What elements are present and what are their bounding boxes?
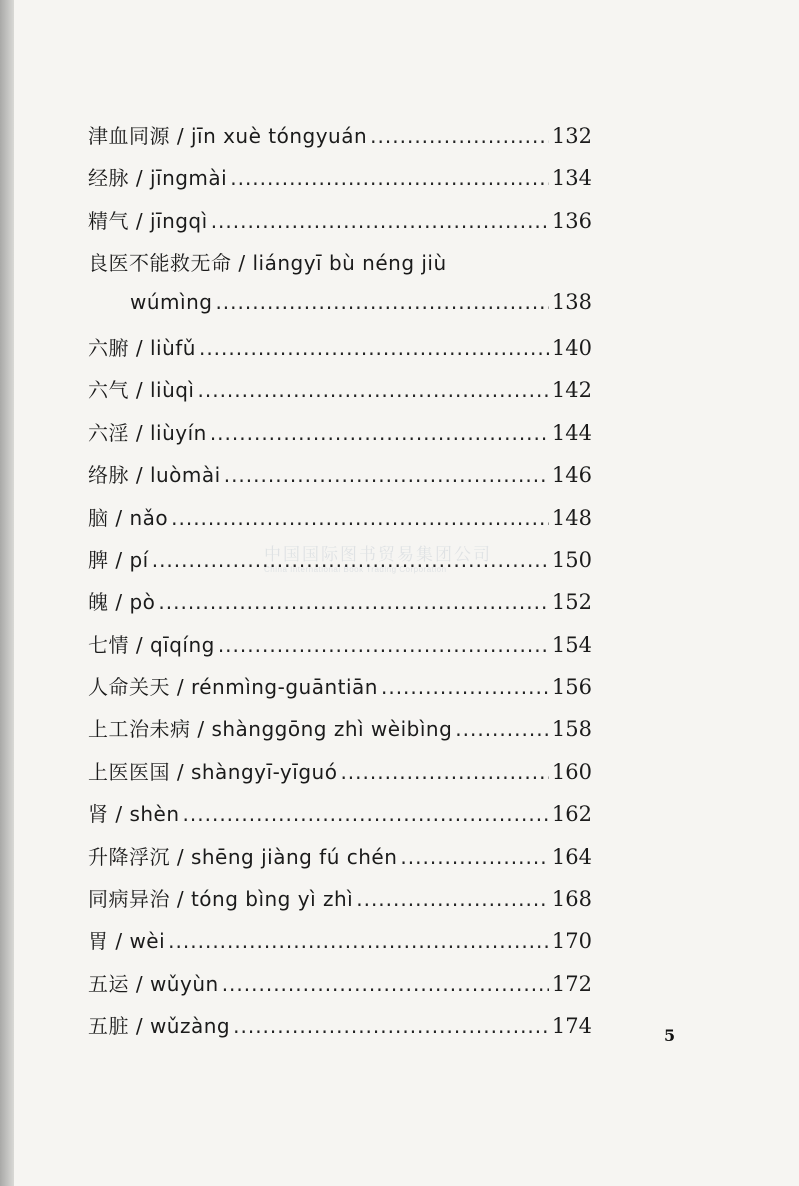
watermark-main-text: 中国国际图书贸易集团公司 [264, 545, 492, 564]
toc-entry [88, 502, 592, 544]
leader-dots [215, 290, 548, 314]
toc-entry-term: 肾 / shèn [88, 802, 180, 827]
toc-entry [88, 332, 592, 374]
toc-entry-page: 164 [551, 844, 592, 869]
leader-dots [222, 972, 549, 996]
toc-entry-page: 134 [551, 166, 592, 191]
toc-entry-page: 136 [551, 208, 592, 233]
leader-dots [224, 463, 549, 487]
toc-entry-page: 160 [551, 759, 592, 784]
toc-entry [88, 756, 592, 798]
toc-entry-page: 174 [551, 1014, 592, 1039]
toc-entry-page: 158 [551, 717, 592, 742]
toc-entry-page: 144 [551, 420, 592, 445]
toc-entry [88, 968, 592, 1010]
leader-dots [400, 845, 549, 869]
leader-dots [198, 378, 549, 402]
page-edge-shadow [0, 0, 14, 1186]
toc-entry-page: 138 [551, 289, 592, 314]
toc-entry-term: 上医医国 / shàngyī-yīguó [88, 759, 338, 784]
toc-entry-term: 五脏 / wǔzàng [88, 1014, 231, 1039]
toc-entry-term: 五运 / wǔyùn [88, 971, 219, 996]
toc-entry-first-line [88, 247, 592, 289]
toc-entry-continuation [88, 290, 592, 332]
toc-entry [88, 883, 592, 925]
toc-entry [88, 798, 592, 840]
toc-entry-term: 精气 / jīngqì [88, 208, 208, 233]
leader-dots [356, 887, 549, 911]
toc-entry-term: 七情 / qīqíng [88, 632, 215, 657]
toc-entry-page: 154 [551, 632, 592, 657]
toc-entry-term: 脑 / nǎo [88, 505, 169, 530]
leader-dots [370, 124, 549, 148]
toc-entry [88, 925, 592, 967]
toc-entry-page: 156 [551, 675, 592, 700]
toc-entry [88, 671, 592, 713]
leader-dots [171, 506, 549, 530]
toc-entry-page: 132 [551, 124, 592, 148]
leader-dots [211, 209, 549, 233]
leader-dots [340, 760, 548, 784]
toc-entry-page: 152 [551, 590, 592, 615]
toc-entry-page: 168 [551, 887, 592, 912]
toc-entry-term: 六气 / liùqì [88, 378, 195, 403]
toc-entry-page: 148 [551, 505, 592, 530]
toc-entry [88, 629, 592, 671]
leader-dots [183, 802, 549, 826]
toc-entry-term: 经脉 / jīngmài [88, 166, 228, 191]
toc-entry-page: 140 [551, 335, 592, 360]
toc-entry [88, 205, 592, 247]
toc-entry [88, 374, 592, 416]
toc-entry [88, 713, 592, 755]
leader-dots [218, 633, 549, 657]
toc-entry-term: 胃 / wèi [88, 929, 166, 954]
toc-entry-term: 脾 / pí [88, 547, 149, 572]
toc-entry-page: 170 [551, 929, 592, 954]
leader-dots [233, 1014, 549, 1038]
toc-entry-term: 六淫 / liùyín [88, 420, 207, 445]
leader-dots [158, 590, 549, 614]
page-number: 5 [664, 1026, 676, 1045]
toc-entry-term: 六腑 / liùfǔ [88, 335, 196, 360]
toc-entry [88, 417, 592, 459]
toc-entry [88, 459, 592, 501]
toc-entry [88, 120, 592, 162]
toc-entry-term: 络脉 / luòmài [88, 463, 221, 488]
toc-entry-term: 上工治未病 / shànggōng zhì wèibìng [88, 717, 453, 742]
publisher-watermark [264, 540, 574, 590]
toc-entry-page: 150 [551, 547, 592, 572]
toc-entry [88, 1010, 592, 1052]
toc-entry [88, 841, 592, 883]
toc-entry-term: 魄 / pò [88, 590, 156, 615]
toc-entry [88, 586, 592, 628]
toc-entry-page: 162 [551, 802, 592, 827]
toc-entry-page: 146 [551, 463, 592, 488]
book-page [14, 0, 799, 1186]
leader-dots [230, 166, 549, 190]
toc-entry-page: 172 [551, 971, 592, 996]
toc-entry-term: 升降浮沉 / shēng jiàng fú chén [88, 844, 398, 869]
toc-entry-term: 人命关天 / rénmìng-guāntiān [88, 675, 378, 700]
watermark-sub-text: China International Book Trading Corporation [264, 565, 447, 574]
leader-dots [210, 421, 549, 445]
toc-entry-term: wúmìng [130, 289, 213, 314]
leader-dots [168, 929, 549, 953]
toc-entry-term: 同病异治 / tóng bìng yì zhì [88, 887, 354, 912]
toc-entry-term: 良医不能救无命 / liángyī bù néng jiù [88, 251, 447, 276]
leader-dots [199, 336, 549, 360]
toc-entry-page: 142 [551, 378, 592, 403]
toc-entry [88, 162, 592, 204]
toc-entry-term: 津血同源 / jīn xuè tóngyuán [88, 124, 368, 148]
leader-dots [455, 717, 549, 741]
leader-dots [381, 675, 549, 699]
